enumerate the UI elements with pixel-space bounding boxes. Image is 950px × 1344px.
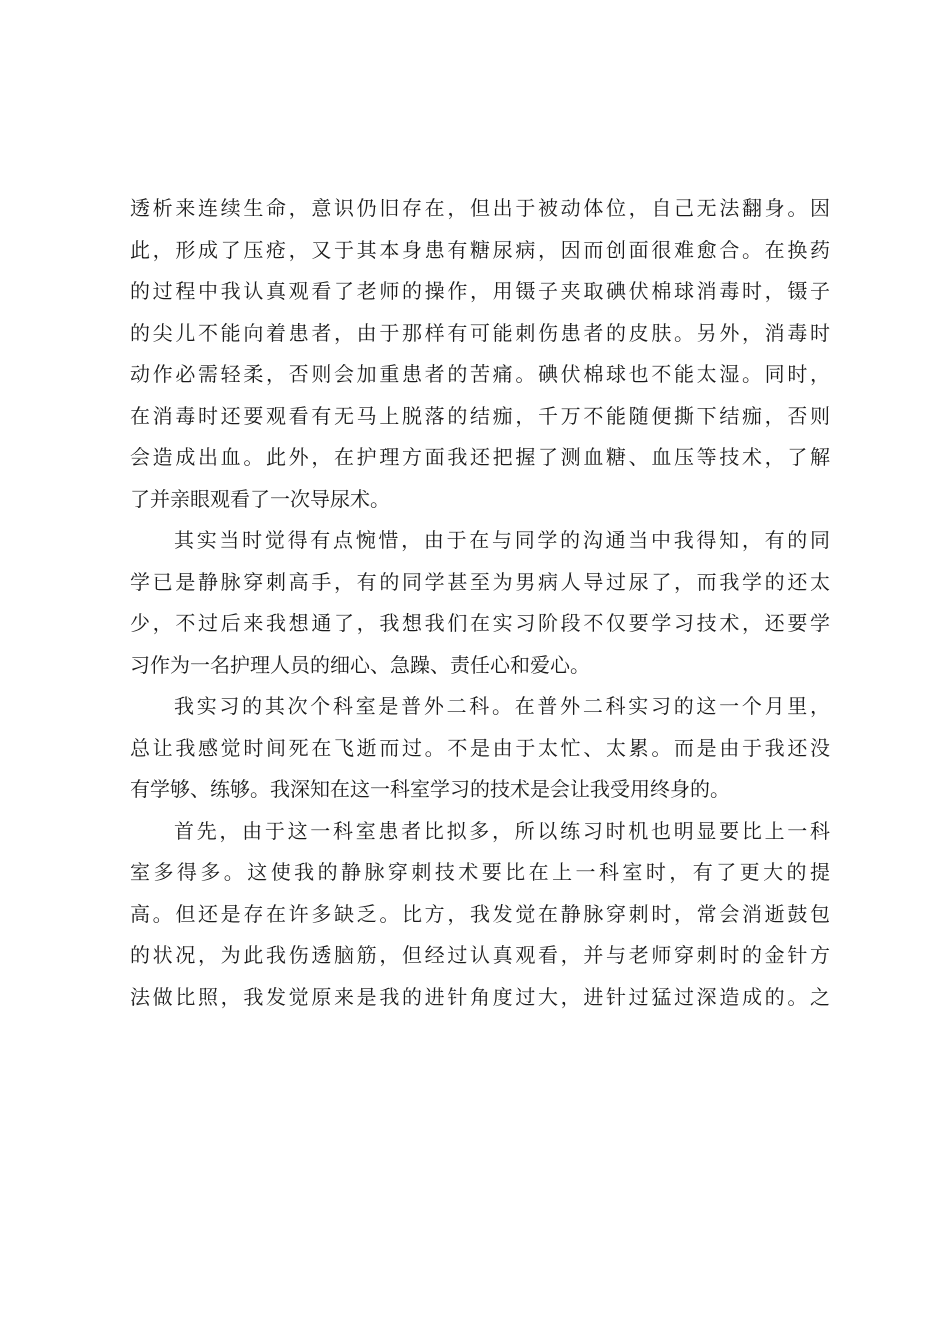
text-line: 学已是静脉穿刺高手，有的同学甚至为男病人导过尿了，而我学的还太 — [130, 569, 830, 594]
text-line: 法做比照，我发觉原来是我的进针角度过大，进针过猛过深造成的。之 — [130, 984, 830, 1009]
text-line: 室多得多。这使我的静脉穿刺技术要比在上一科室时，有了更大的提 — [130, 860, 830, 884]
text-line: 的状况，为此我伤透脑筋，但经过认真观看，并与老师穿刺时的金针方 — [130, 943, 830, 967]
text-line: 的尖儿不能向着患者，由于那样有可能刺伤患者的皮肤。另外，消毒时 — [130, 320, 830, 345]
text-line: 动作必需轻柔，否则会加重患者的苦痛。碘伏棉球也不能太湿。同时， — [130, 362, 830, 386]
text-line: 此，形成了压疮，又于其本身患有糖尿病，因而创面很难愈合。在换药 — [130, 237, 830, 262]
text-line: 少，不过后来我想通了，我想我们在实习阶段不仅要学习技术，还要学 — [130, 611, 830, 635]
paragraph-first-line: 我实习的其次个科室是普外二科。在普外二科实习的这一个月里， — [174, 694, 830, 718]
paragraph-first-line: 首先，由于这一科室患者比拟多，所以练习时机也明显要比上一科 — [174, 818, 830, 843]
text-line: 总让我感觉时间死在飞逝而过。不是由于太忙、太累。而是由于我还没 — [130, 735, 830, 760]
text-line: 高。但还是存在许多缺乏。比方，我发觉在静脉穿刺时，常会消逝鼓包 — [130, 901, 830, 926]
document-body — [130, 188, 830, 1018]
text-line: 会造成出血。此外，在护理方面我还把握了测血糖、血压等技术，了解 — [130, 445, 830, 469]
text-line: 的过程中我认真观看了老师的操作，用镊子夹取碘伏棉球消毒时，镊子 — [130, 279, 830, 303]
text-line: 透析来连续生命，意识仍旧存在，但出于被动体位，自己无法翻身。因 — [130, 196, 830, 220]
text-line: 习作为一名护理人员的细心、急躁、责任心和爱心。 — [130, 652, 590, 677]
text-line: 了并亲眼观看了一次导尿术。 — [130, 486, 390, 511]
text-line: 有学够、练够。我深知在这一科室学习的技术是会让我受用终身的。 — [130, 777, 730, 801]
text-line: 在消毒时还要观看有无马上脱落的结痂，千万不能随便撕下结痂，否则 — [130, 403, 830, 428]
paragraph-first-line: 其实当时觉得有点惋惜，由于在与同学的沟通当中我得知，有的同 — [174, 528, 830, 552]
